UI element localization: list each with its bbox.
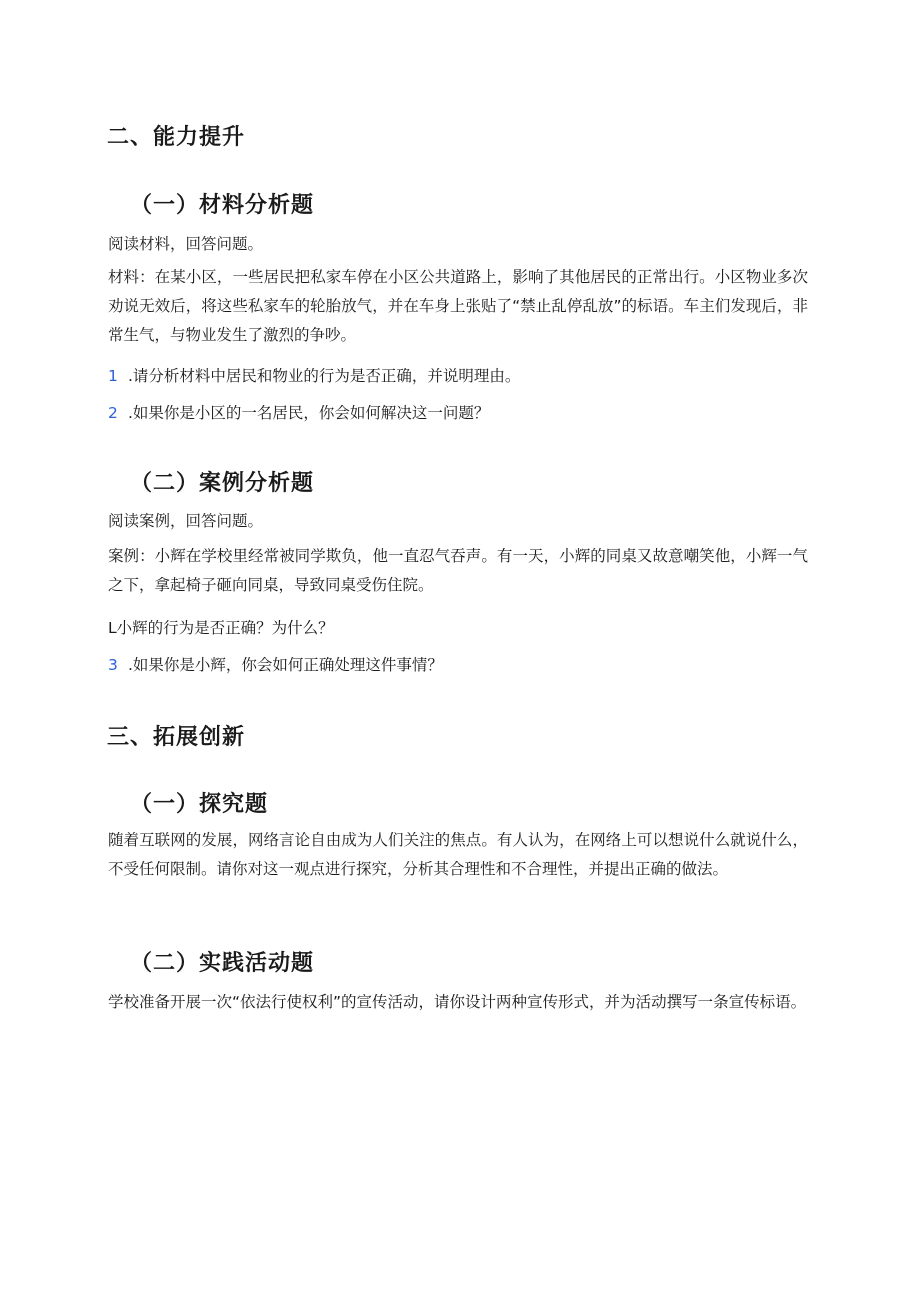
question-1	[108, 366, 520, 386]
material-analysis-heading: （一）材料分析题	[130, 193, 315, 218]
inquiry-text: 随着互联网的发展，网络言论自由成为人们关注的焦点。有人认为，在网络上可以想说什么就说什么，不受任何限制。请你对这一观点进行探究，分析其合理性和不合理性，并提出正确的做法。	[108, 831, 808, 878]
question-2	[108, 403, 489, 423]
case-question-3	[108, 655, 443, 675]
section-3-heading: 三、拓展创新	[107, 725, 246, 750]
question-number: 1	[108, 367, 118, 385]
inquiry-heading: （一）探究题	[130, 792, 269, 817]
material-intro: 阅读材料，回答问题。	[108, 235, 264, 253]
question-text: .如果你是小区的一名居民，你会如何解决这一问题？	[128, 404, 490, 422]
case-analysis-heading: （二）案例分析题	[130, 471, 315, 496]
section-2-heading: 二、能力提升	[107, 125, 246, 150]
question-text: .如果你是小辉，你会如何正确处理这件事情？	[128, 656, 443, 674]
practice-text: 学校准备开展一次“依法行使权利”的宣传活动，请你设计两种宣传形式，并为活动撰写一条宣传标语。	[108, 993, 807, 1011]
question-number: 3	[108, 656, 118, 674]
question-text: .请分析材料中居民和物业的行为是否正确，并说明理由。	[128, 367, 521, 385]
case-question-1: L小辉的行为是否正确？为什么？	[108, 619, 334, 637]
case-text: 案例：小辉在学校里经常被同学欺负，他一直忍气吞声。有一天，小辉的同桌又故意嘲笑他，小辉一气之下，拿起椅子砸向同桌，导致同桌受伤住院。	[108, 547, 808, 594]
case-intro: 阅读案例，回答问题。	[108, 512, 264, 530]
material-text: 材料：在某小区，一些居民把私家车停在小区公共道路上，影响了其他居民的正常出行。小区物业多次劝说无效后，将这些私家车的轮胎放气，并在车身上张贴了“禁止乱停乱放”的标语。车主们发现后，非常生气，与物业发生了激烈的争吵。	[108, 268, 808, 344]
practice-heading: （二）实践活动题	[130, 951, 315, 976]
question-number: 2	[108, 404, 118, 422]
